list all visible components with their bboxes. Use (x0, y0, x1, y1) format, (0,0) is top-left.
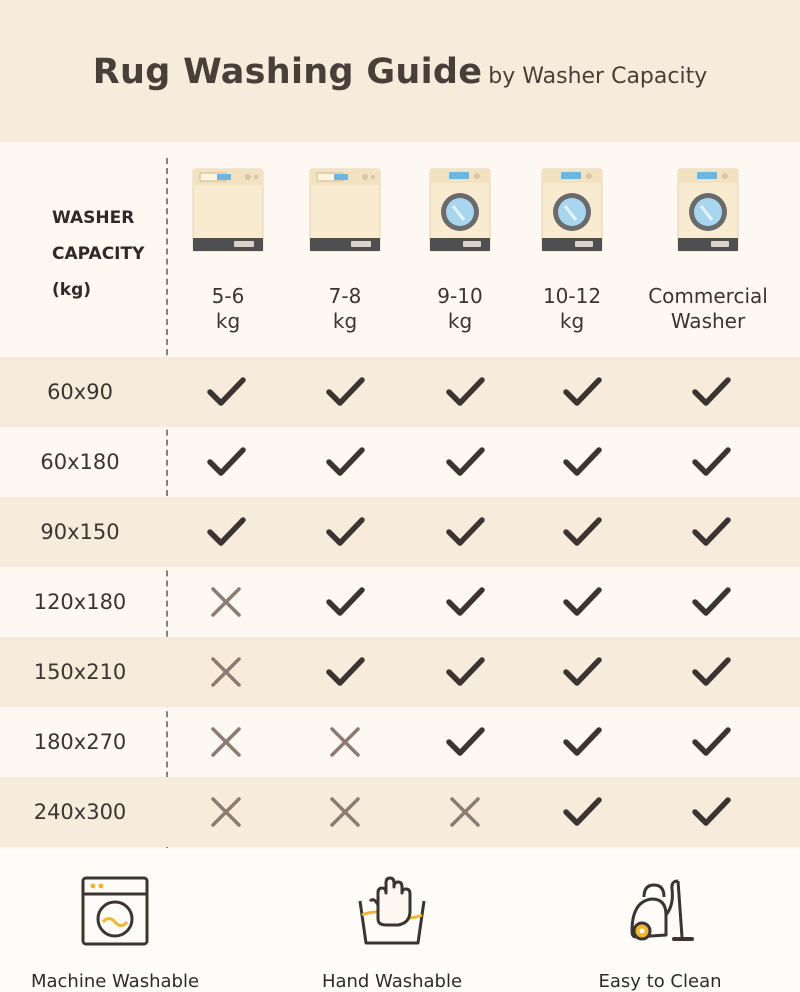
check-icon (562, 372, 602, 412)
cross-icon (206, 792, 246, 832)
check-icon (325, 372, 365, 412)
column-label-top: 9-10 (437, 284, 483, 308)
rug-size-label: 180x270 (33, 730, 127, 754)
washing-machine-icon (79, 875, 151, 947)
column-header-7-8kg (285, 168, 405, 334)
check-icon (691, 512, 731, 552)
column-header-10-12kg (512, 168, 632, 334)
rug-size-label: 90x150 (40, 520, 120, 544)
check-icon (691, 582, 731, 622)
rug-size-label: 60x90 (47, 380, 113, 404)
table-row (0, 567, 800, 637)
column-label-bottom: kg (215, 309, 241, 333)
capacity-label-line1: WASHER (52, 208, 135, 228)
feature-label: Machine Washable (30, 971, 200, 992)
hand-wash-basin-icon (356, 875, 428, 947)
table-row (0, 637, 800, 707)
cross-icon (445, 792, 485, 832)
table-row (0, 357, 800, 427)
washer-front-load-icon (541, 168, 603, 252)
column-label-top: 7-8 (328, 284, 362, 308)
check-icon (691, 792, 731, 832)
column-header-commercial (636, 168, 780, 334)
cross-icon (206, 722, 246, 762)
column-label-top: Commercial (648, 284, 768, 308)
title-block (0, 52, 800, 92)
column-header-9-10kg (400, 168, 520, 334)
column-label-bottom: kg (559, 309, 585, 333)
check-icon (562, 582, 602, 622)
check-icon (562, 442, 602, 482)
check-icon (206, 372, 246, 412)
column-label-bottom: kg (447, 309, 473, 333)
check-icon (691, 372, 731, 412)
rug-size-label: 60x180 (40, 450, 120, 474)
washer-front-load-icon (429, 168, 491, 252)
page-subtitle: by Washer Capacity (488, 64, 708, 89)
check-icon (325, 652, 365, 692)
check-icon (691, 442, 731, 482)
check-icon (562, 792, 602, 832)
check-icon (325, 582, 365, 622)
cross-icon (206, 652, 246, 692)
check-icon (445, 722, 485, 762)
feature-hand-washable (292, 875, 492, 992)
check-icon (691, 652, 731, 692)
check-icon (445, 442, 485, 482)
cross-icon (206, 582, 246, 622)
column-label-top: 5-6 (211, 284, 245, 308)
table-row (0, 497, 800, 567)
vacuum-cleaner-icon (624, 875, 696, 947)
feature-label: Easy to Clean (598, 971, 722, 992)
capacity-label-line2: CAPACITY (52, 244, 145, 264)
column-header-5-6kg (168, 168, 288, 334)
check-icon (691, 722, 731, 762)
capacity-label-line3: (kg) (52, 280, 92, 300)
header-banner (0, 0, 800, 142)
rug-size-label: 150x210 (33, 660, 127, 684)
rug-size-label: 120x180 (33, 590, 127, 614)
check-icon (562, 722, 602, 762)
feature-machine-washable (15, 875, 215, 992)
washer-top-load-icon (192, 168, 264, 252)
check-icon (445, 512, 485, 552)
feature-easy-to-clean (560, 875, 760, 992)
column-label-bottom: kg (332, 309, 358, 333)
feature-label: Hand Washable (321, 971, 463, 992)
washer-capacity-label (52, 200, 162, 308)
table-row (0, 427, 800, 497)
rug-size-label: 240x300 (33, 800, 127, 824)
cross-icon (325, 722, 365, 762)
washer-top-load-icon (309, 168, 381, 252)
table-row (0, 777, 800, 847)
check-icon (562, 652, 602, 692)
check-icon (206, 442, 246, 482)
check-icon (445, 582, 485, 622)
check-icon (445, 652, 485, 692)
table-row (0, 707, 800, 777)
check-icon (325, 442, 365, 482)
page-title: Rug Washing Guide (92, 52, 483, 92)
check-icon (445, 372, 485, 412)
column-label-top: 10-12 (542, 284, 602, 308)
check-icon (206, 512, 246, 552)
check-icon (562, 512, 602, 552)
column-label-bottom: Washer (670, 309, 746, 333)
cross-icon (325, 792, 365, 832)
check-icon (325, 512, 365, 552)
washer-front-load-icon (677, 168, 739, 252)
